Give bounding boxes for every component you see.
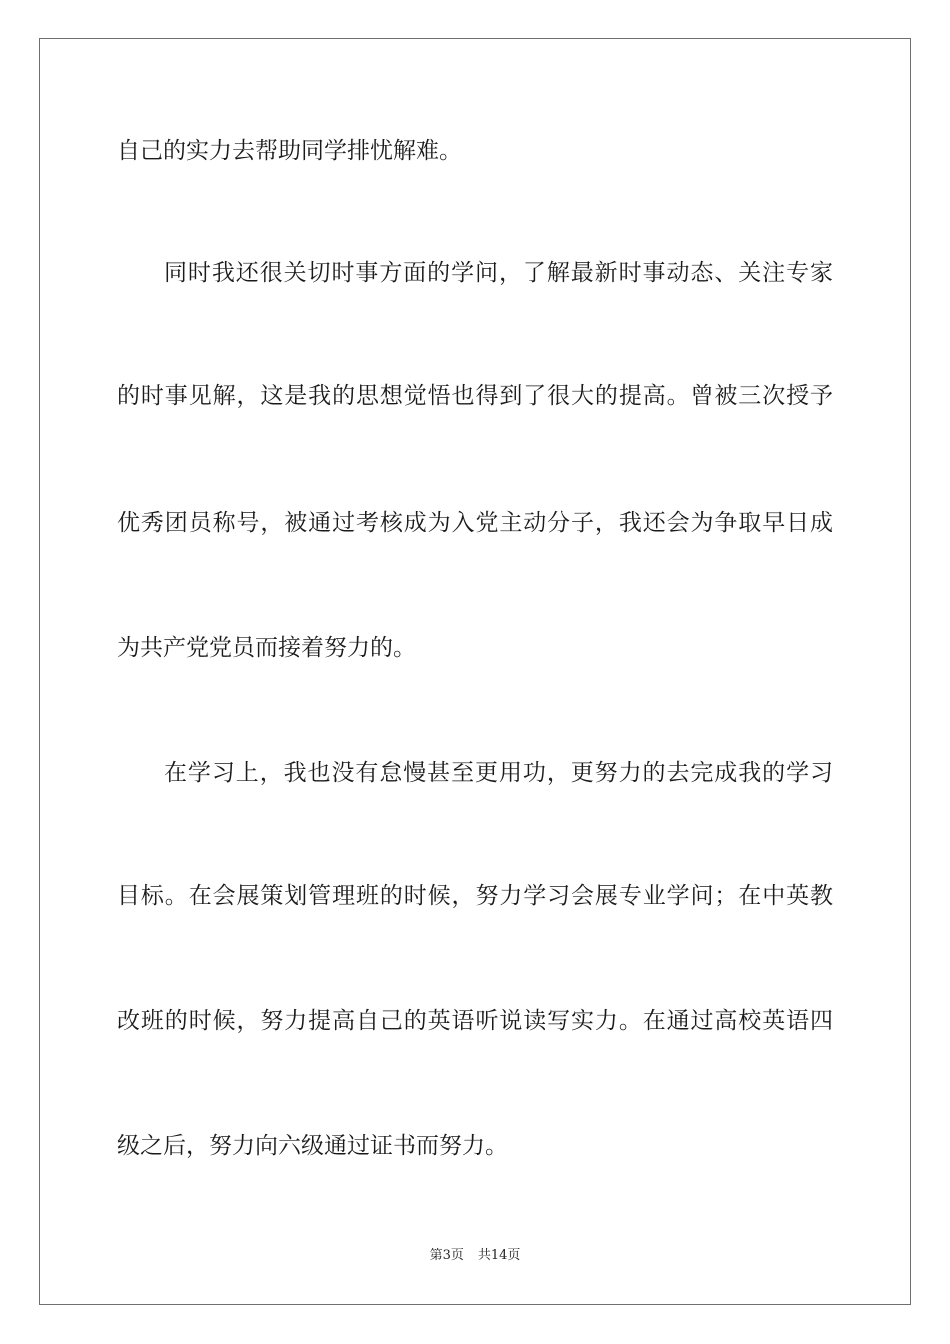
page-number: 第3页	[429, 1248, 464, 1263]
text-line: 级之后，努力向六级通过证书而努力。	[117, 1133, 508, 1159]
text-line: 改班的时候，努力提高自己的英语听说读写实力。在通过高校英语四	[117, 1008, 833, 1034]
page-border	[39, 38, 911, 1305]
text-line: 的时事见解，这是我的思想觉悟也得到了很大的提高。曾被三次授予	[117, 383, 833, 409]
text-line: 目标。在会展策划管理班的时候，努力学习会展专业学问；在中英教	[117, 883, 833, 909]
page-total: 共14页	[477, 1248, 521, 1263]
text-line: 自己的实力去帮助同学排忧解难。	[117, 138, 462, 164]
page-footer	[0, 1247, 950, 1265]
text-line: 在学习上，我也没有怠慢甚至更用功，更努力的去完成我的学习	[164, 760, 833, 786]
text-line: 优秀团员称号，被通过考核成为入党主动分子，我还会为争取早日成	[117, 510, 833, 536]
text-line: 为共产党党员而接着努力的。	[117, 635, 416, 661]
text-line: 同时我还很关切时事方面的学问，了解最新时事动态、关注专家	[164, 260, 833, 286]
